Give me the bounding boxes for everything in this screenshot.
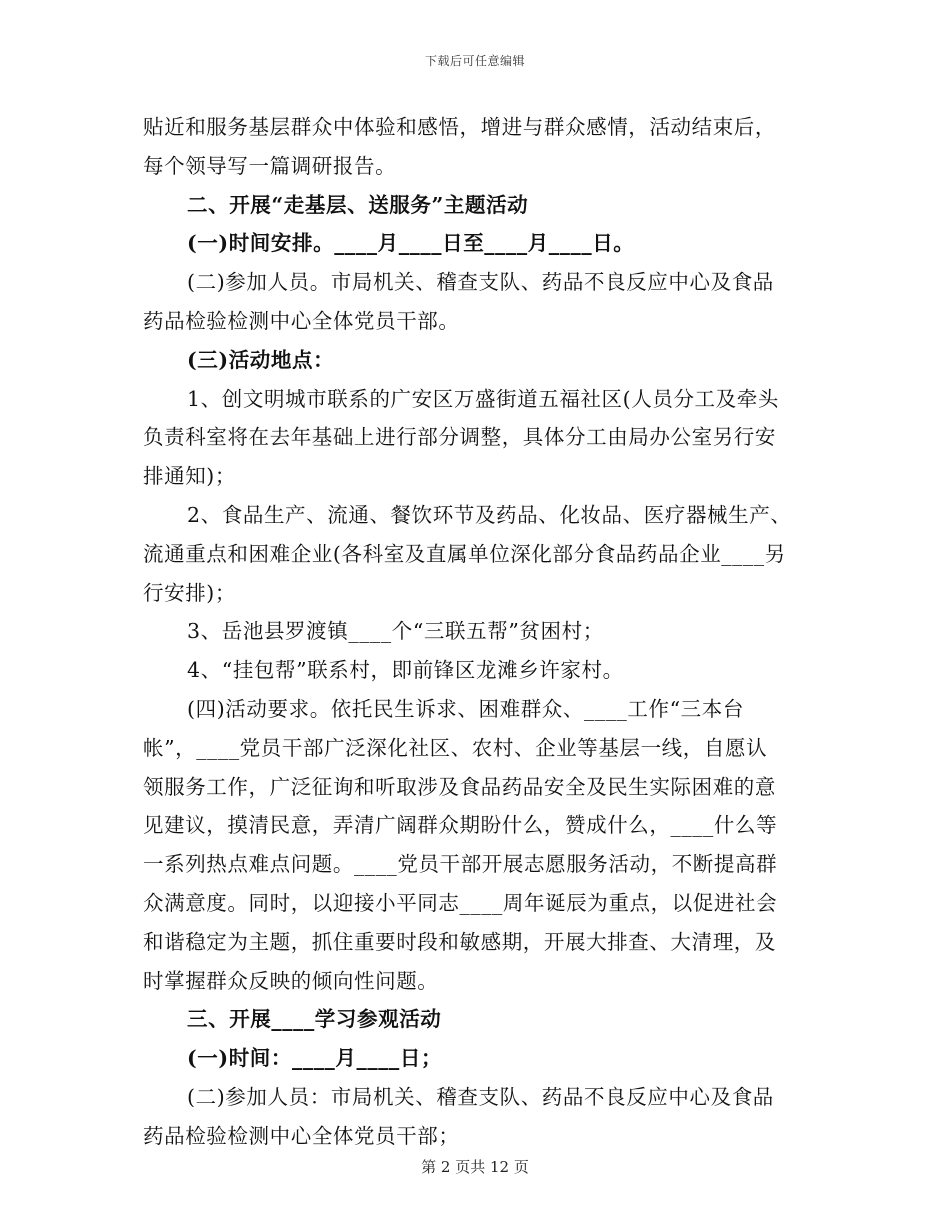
text-line: 行安排)； (143, 580, 236, 605)
text-line: 排通知)； (143, 464, 236, 489)
document-body (143, 108, 808, 1156)
text-line: 二、开展“走基层、送服务”主题活动 (187, 192, 529, 217)
text-line: 流通重点和困难企业(各科室及直属单位深化部分食品药品企业____另 (143, 541, 786, 566)
text-line: 见建议，摸清民意，弄清广阔群众期盼什么，赞成什么，____什么等 (143, 813, 778, 838)
text-line: 2、食品生产、流通、餐饮环节及药品、化妆品、医疗器械生产、 (187, 502, 792, 527)
text-line: 药品检验检测中心全体党员干部。 (143, 308, 460, 333)
text-line: (二)参加人员：市局机关、稽查支队、药品不良反应中心及食品 (187, 1084, 774, 1109)
text-line: 负责科室将在去年基础上进行部分调整，具体分工由局办公室另行安 (143, 425, 776, 450)
text-line: 一系列热点难点问题。____党员干部开展志愿服务活动，不断提高群 (143, 852, 778, 877)
text-line: (三)活动地点： (187, 347, 335, 372)
page-footer: 第 2 页共 12 页 (421, 1158, 529, 1176)
text-line: 4、“挂包帮”联系村，即前锋区龙滩乡许家村。 (187, 658, 624, 683)
text-line: (一)时间：____月____日； (187, 1046, 443, 1071)
text-line: (一)时间安排。____月____日至____月____日。 (187, 231, 635, 256)
page-header: 下载后可任意编辑 (424, 54, 525, 68)
text-line: 每个领导写一篇调研报告。 (143, 153, 397, 178)
text-line: 领服务工作，广泛征询和听取涉及食品药品安全及民生实际困难的意 (143, 774, 776, 799)
text-line: 和谐稳定为主题，抓住重要时段和敏感期，开展大排查、大清理，及 (143, 929, 776, 954)
text-line: 时掌握群众反映的倾向性问题。 (143, 968, 439, 993)
text-line: 贴近和服务基层群众中体验和感悟，增进与群众感情，活动结束后， (143, 115, 776, 139)
text-line: (四)活动要求。依托民生诉求、困难群众、____工作“三本台 (187, 696, 744, 721)
text-line: 众满意度。同时，以迎接小平同志____周年诞辰为重点，以促进社会 (143, 890, 778, 915)
text-line: 1、创文明城市联系的广安区万盛街道五福社区(人员分工及牵头 (187, 386, 779, 411)
text-line: 帐”，____党员干部广泛深化社区、农村、企业等基层一线，自愿认 (143, 735, 768, 760)
text-lines (143, 108, 808, 1156)
text-line: 3、岳池县罗渡镇____个“三联五帮”贫困村； (187, 619, 604, 644)
text-line: 药品检验检测中心全体党员干部； (143, 1123, 460, 1148)
text-line: (二)参加人员。市局机关、稽查支队、药品不良反应中心及食品 (187, 270, 774, 295)
text-line: 三、开展____学习参观活动 (187, 1007, 442, 1032)
